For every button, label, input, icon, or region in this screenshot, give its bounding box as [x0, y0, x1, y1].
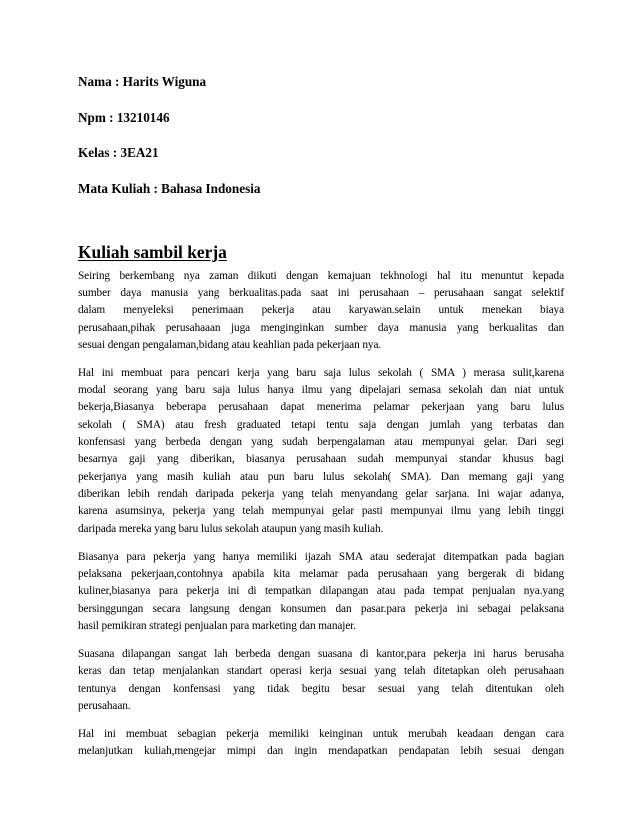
text-line: bersinggungan secara langsung dengan konsumen dan pasar.para pekerja ini sebagai pelaksana — [78, 602, 564, 615]
paragraph — [78, 365, 564, 538]
student-class: Kelas : 3EA21 — [78, 145, 159, 160]
student-name: Nama : Harits Wiguna — [78, 74, 207, 89]
text-line: hasil pemikiran strategi penjualan para marketing dan manajer. — [78, 620, 356, 633]
document-page — [78, 74, 564, 771]
document-title: Kuliah sambil kerja — [78, 241, 227, 262]
text-line: Suasana dilapangan sangat lah berbeda dengan suasana di kantor,para pekerja ini harus berusaha — [78, 647, 564, 660]
text-line: besarnya gaji yang diberikan, biasanya perusahaan sudah mempunyai standar khusus bagi — [78, 453, 564, 466]
paragraph — [78, 549, 564, 636]
text-line: sumber daya manusia yang berkualitas.pada saat ini perusahaan – perusahaan sangat selektif — [78, 286, 564, 299]
paragraph — [78, 726, 564, 761]
text-line: Seiring berkembang nya zaman diikuti dengan kemajuan tekhnologi hal itu menuntut kepada — [78, 269, 564, 282]
text-line: kuliner,biasanya para pekerja ini di tempatkan dilapangan atau pada tempat penjualan nya.yang — [78, 585, 564, 598]
document-body — [78, 268, 564, 761]
text-line: perusahaan. — [78, 699, 131, 712]
text-line: dalam menyeleksi penerimaan pekerja atau karyawan.selain untuk menekan biaya — [78, 304, 564, 317]
text-line: daripada mereka yang baru lulus sekolah ataupun yang masih kuliah. — [78, 522, 384, 535]
text-line: tentunya dengan konfensasi yang tidak begitu besar sesuai yang telah ditentukan oleh — [78, 682, 564, 695]
course-name: Mata Kuliah : Bahasa Indonesia — [78, 180, 261, 196]
text-line: keras dan tetap menjalankan standart operasi kerja sesuai yang telah ditetapkan oleh perusahaan — [78, 665, 564, 678]
text-line: sesuai dengan pengalaman,bidang atau keahlian pada pekerjaan nya. — [78, 338, 382, 351]
text-line: sekolah ( SMA) atau fresh graduated tetapi tentu saja dengan jumlah yang terbatas dan — [78, 418, 564, 431]
text-line: Biasanya para pekerja yang hanya memiliki ijazah SMA atau sederajat ditempatkan pada bagian — [78, 550, 564, 563]
text-line: bekerja,Biasanya beberapa perusahaan dapat menerima pelamar pekerjaan yang baru lulus — [78, 401, 564, 414]
paragraph — [78, 268, 564, 355]
text-line: melanjutkan kuliah,mengejar mimpi dan ingin mendapatkan pendapatan lebih sesuai dengan — [78, 745, 564, 758]
text-line: pekerjanya yang masih kuliah atau pun baru lulus sekolah( SMA). Dan memang gaji yang — [78, 470, 564, 483]
text-line: diberikan lebih rendah daripada pekerja yang telah menyandang gelar sarjana. Ini wajar adanya, — [78, 488, 564, 501]
text-line: konfensasi yang berbeda dengan yang sudah berpengalaman atau mempunyai gelar. Dari segi — [78, 436, 564, 449]
text-line: modal seorang yang baru saja lulus hanya ilmu yang dipelajari semasa sekolah dan niat untuk — [78, 384, 564, 397]
text-line: Hal ini membuat para pencari kerja yang baru saja lulus sekolah ( SMA ) merasa sulit,karena — [78, 366, 564, 379]
paragraph — [78, 646, 564, 715]
text-line: Hal ini membuat sebagian pekerja memiliki keinginan untuk merubah keadaan dengan cara — [78, 727, 564, 740]
student-info — [78, 74, 564, 197]
text-line: karena asumsinya, pekerja yang telah mempunyai gelar pasti mempunyai ilmu yang lebih tinggi — [78, 505, 564, 518]
student-npm: Npm : 13210146 — [78, 109, 170, 125]
text-line: perusahaan,pihak perusahaaan juga menginginkan sumber daya manusia yang berkualitas dan — [78, 321, 564, 334]
text-line: pelaksana pekerjaan,contohnya apabila kita melamar pada perusahaan yang bergerak di bidang — [78, 568, 564, 580]
